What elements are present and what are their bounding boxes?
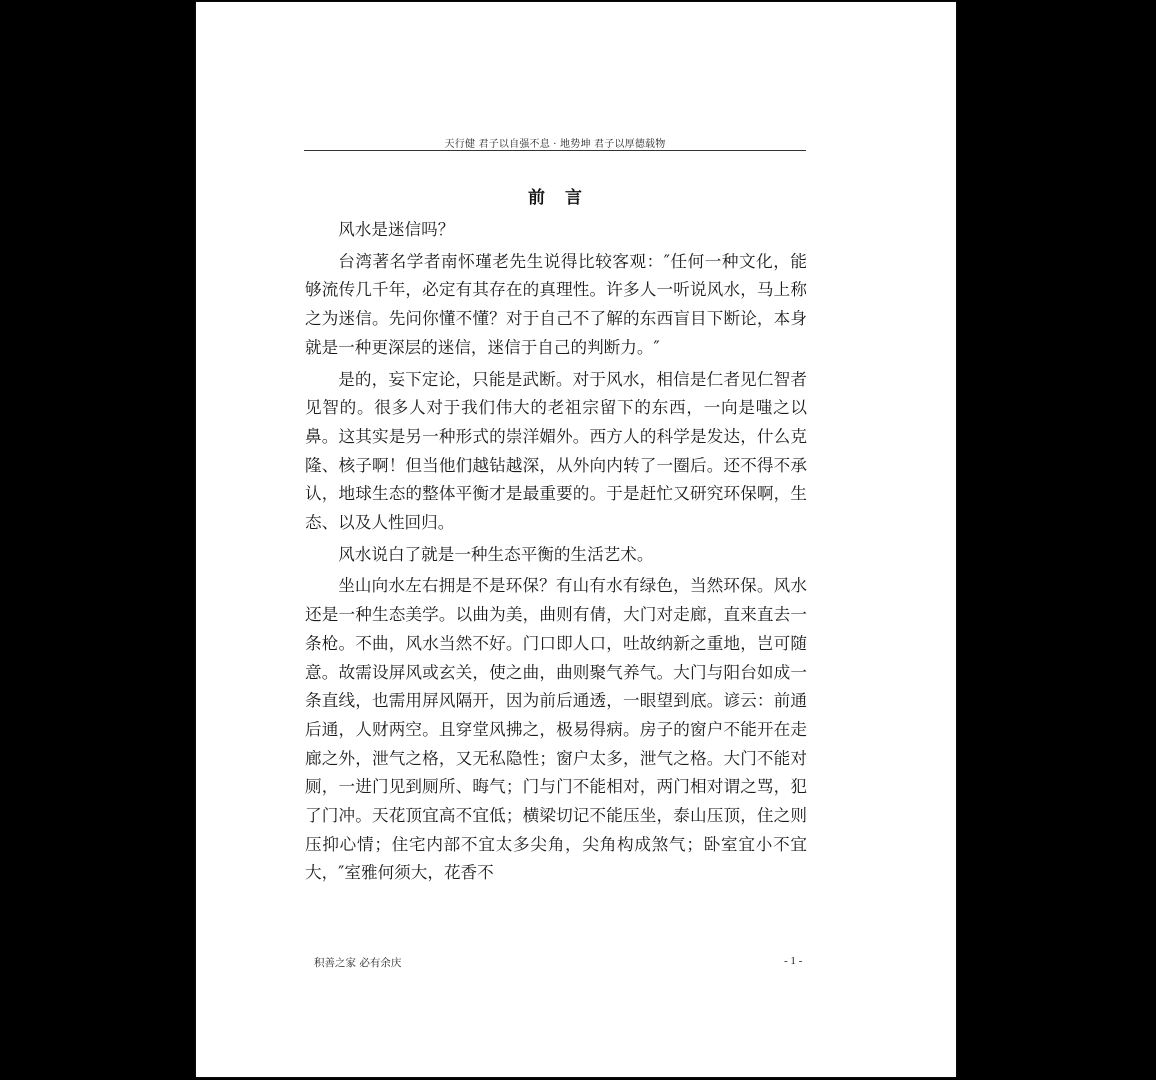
paragraph: 台湾著名学者南怀瑾老先生说得比较客观：″任何一种文化，能够流传几千年，必定有其存在的真理性。许多人一听说风水，马上称之为迷信。先问你懂不懂？对于自己不了解的东西盲目下断论，本身就是一种更深层的迷信，迷信于自己的判断力。″ — [305, 251, 807, 357]
paragraph: 风水是迷信吗？ — [338, 220, 455, 239]
title-char-2: 言 — [565, 188, 582, 208]
running-header: 天行健 君子以自强不息 · 地势坤 君子以厚德载物 — [444, 139, 666, 150]
paragraph: 风水说白了就是一种生态平衡的生活艺术。 — [338, 544, 654, 564]
page-number: - 1 - — [784, 955, 803, 967]
body-text — [305, 216, 807, 891]
paragraph: 坐山向水左右拥是不是环保？有山有水有绿色，当然环保。风水还是一种生态美学。以曲为美，曲则有倩，大门对走廊，直来直去一条枪。不曲，风水当然不好。门口即人口，吐故纳新之重地，岂可随意。故需设屏风或玄关，使之曲，曲则聚气养气。大门与阳台如成一条直线，也需用屏风隔开，因为前后通透，一眼望到底。谚云：前通后通，人财两空。且穿堂风拂之，极易得病。房子的窗户不能开在走廊之外，泄气之格，又无私隐性；窗户太多，泄气之格。大门不能对厕，一进门见到厕所、晦气；门与门不能相对，两门相对谓之骂，犯了门冲。天花顶宜高不宜低；横梁切记不能压坐，泰山压顶，住之则压抑心情；住宅内部不宜太多尖角，尖角构成煞气；卧室宜小不宜大，″室雅何须大，花香不 — [305, 576, 807, 883]
paragraph: 是的，妄下定论，只能是武断。对于风水，相信是仁者见仁智者见智的。很多人对于我们伟大的老祖宗留下的东西，一向是嗤之以鼻。这其实是另一种形式的崇洋媚外。西方人的科学是发达，什么克隆、核子啊！但当他们越钻越深，从外向内转了一圈后。还不得不承认，地球生态的整体平衡才是最重要的。于是赶忙又研究环保啊，生态、以及人性回归。 — [305, 369, 807, 533]
document-page — [196, 2, 956, 1077]
running-footer: 积善之家 必有余庆 — [314, 957, 402, 969]
title-char-1: 前 — [528, 188, 545, 208]
header-rule — [304, 150, 806, 151]
page-title — [304, 183, 806, 208]
